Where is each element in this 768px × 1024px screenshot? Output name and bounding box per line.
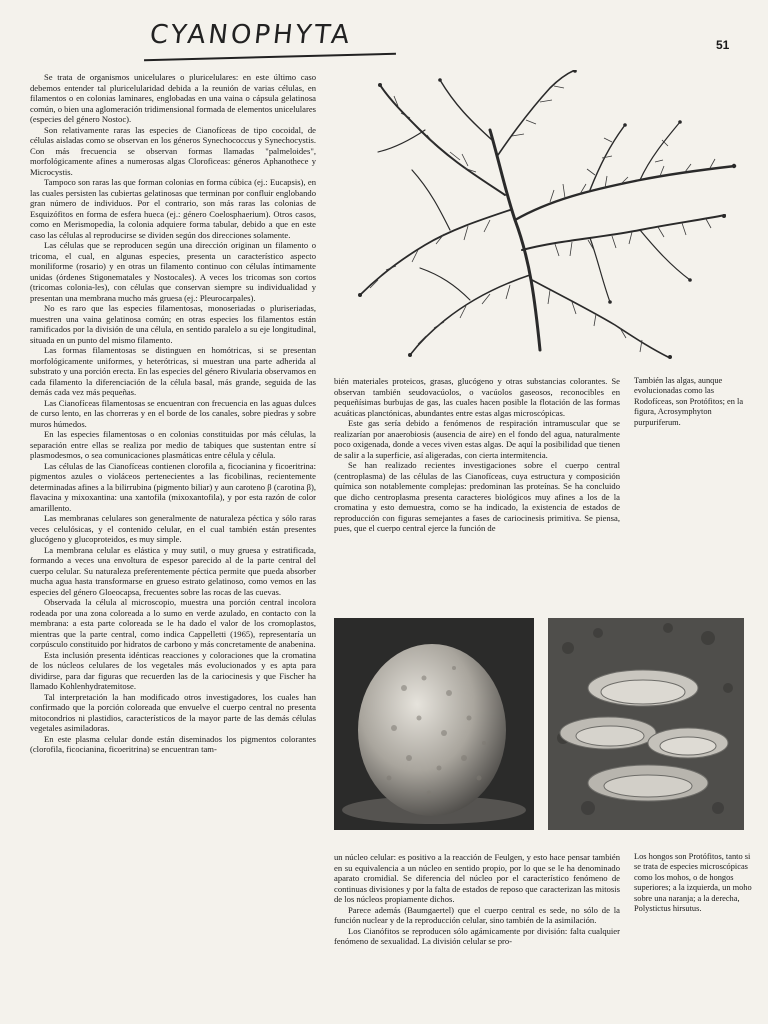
paragraph: Tal interpretación la han modificado otros investigadores, los cuales han confirmado que la porción coloreada que envuelve el cuerpo central no presenta mitocondrios ni plastidios, característicos de la mayor parte de las demás células vegetales asimiladoras.	[30, 691, 316, 733]
paragraph: Las membranas celulares son generalmente de naturaleza péctica y sólo raras veces celulósicas, y el contenido celular, en el cual también están presentes glucógeno y glucoproteidos, es muy simple.	[30, 513, 316, 544]
paragraph: Tampoco son raras las que forman colonias en forma cúbica (ej.: Eucapsis), en las cuales persisten las cubiertas gelatinosas que terminan por confluir englobando gran número de individuos. Por el contrario, son más raras las colonias de Esquizófitos en forma de esfera hueca (ej.: género Coelosphaerium). Otros casos, como en Merismopedia, la colonia adquiere forma tabular, debido a que en este caso las células al reproducirse se dividen según dos direcciones solamente.	[30, 177, 316, 240]
paragraph: Los Cianófitos se reproducen sólo agámicamente por división: falta cualquier fenómeno de sexualidad. La división celular se pro-	[334, 925, 620, 946]
paragraph: bién materiales proteicos, grasas, glucógeno y otras substancias colorantes. Se observan también seudovacúolos, o vacúolos gaseosos, reconocibles en pequeñísimas burbujas de gas, las cuales hacen posible la flotación de las formas acuáticas planctónicas, abundantes entre estas algas microscópicas.	[334, 376, 620, 418]
paragraph: Las formas filamentosas se distinguen en homótricas, si se presentan morfológicamente uniformes, y heterótricas, si muestran una parte adherida al substrato y una porción erecta. En las especies del género Rivularia observamos en cada filamento la diferenciación de la célula basal, más grande, seguida de las demás cada vez más pequeñas.	[30, 345, 316, 397]
page-number: 51	[716, 38, 730, 52]
paragraph: Las células que se reproducen según una dirección originan un filamento o tricoma, el cual, en algunas especies, presenta un característico aspecto moniliforme (rosario) y en otras un filamento continuo con células íntimamente unidas (órdenes Stigonematales y Nostocales). A veces los tricomas son cortos (tricomas colonia-les), con células que conservan siempre su individualidad y presentan una membrana mucho más gruesa (ej.: Pleurocarpales).	[30, 240, 316, 303]
paragraph: La membrana celular es elástica y muy sutil, o muy gruesa y estratificada, formando a veces una envoltura de espesor parecido al de la parte central del cuerpo celular. Su naturaleza preferentemente péctica permite que pueda absorber mucha agua hasta transformarse en grueso estrato gelatinoso, como vemos en las especies del género Gloeocapsa, frecuentes sobre las rocas de las cuevas.	[30, 544, 316, 597]
paragraph: Las células de las Cianofíceas contienen clorofila a, ficocianina y ficoeritrina: pigmentos azules o violáceos pertenecientes a las ficobilinas, recientemente determinadas afines a la bilirrubina (pigmento biliar) y aun caroteno β (carotina β), flavacina y mixoxantina: una xantofila (mixoxantofila), y por esta razón de color amarillento.	[30, 460, 316, 513]
paragraph: un núcleo celular: es positivo a la reacción de Feulgen, y esto hace pensar también en su equivalencia a un núcleo en sentido propio, por lo que se le ha denominado aparato cromidial. Se diferencia del núcleo por el característico fenómeno de continuas divisiones y por la falta de estados de reposo que caracterizan las mitosis de los núcleos propiamente dichos.	[334, 852, 620, 904]
left-text-column	[30, 72, 316, 1018]
paragraph: Se han realizado recientes investigaciones sobre el cuerpo central (centroplasma) de las células de las Cianofíceas, cuya estructura y composición química son notablemente complejas: predominan las proteínas. Se ha concluido que dicho centroplasma presenta caracteres biológicos muy afines a los de la cromatina y esto demuestra, como se ha indicado, la existencia de estados de reproducción con figuras semejantes a fases de cariocinesis primitiva. Se piensa, pues, que el cuerpo central ejerce la función de	[334, 460, 620, 533]
handwritten-title: CYANOPHYTA	[150, 20, 382, 56]
paragraph: No es raro que las especies filamentosas, monoseriadas o pluriseriadas, muestren una vaina gelatinosa común; en otras especies los filamentos están ramificados por la división de una célula, en sentido paralelo a su eje longitudinal, situada en un punto del mismo filamento.	[30, 303, 316, 345]
paragraph: Son relativamente raras las especies de Cianofíceas de tipo cocoidal, de células aisladas como se observan en los géneros Synechococcus y Synechocystis. Con más frecuencia se observan formas llamadas "palmeloides", morfológicamente afines a numerosas algas Cloroficeas: géneros Aphanothece y Microcystis.	[30, 124, 316, 177]
middle-text-column-top	[334, 376, 620, 608]
paragraph: Esta inclusión presenta idénticas reacciones y coloraciones que la cromatina de los núcleos celulares de los vegetales más evolucionados y es apta para dividirse, para dar figuras que recuerden las de la cariocinesis y que Fischer ha llamado Kohlenhydratemitose.	[30, 649, 316, 691]
alga-illustration	[340, 70, 740, 360]
paragraph: Se trata de organismos unicelulares o pluricelulares: en este último caso debemos entender tal pluricelularidad debida a la reunión de varias células, en filamentos o en colonias laminares, englobadas en una vaina o cápsula gelatinosa común, o bien una aglomeración tridimensional formada de elementos unicelulares (especies del género Nostoc).	[30, 72, 316, 124]
paragraph: Las Cianofíceas filamentosas se encuentran con frecuencia en las aguas dulces de curso lento, en las chorreras y en el borde de los canales, sobre piedras y sobre muros húmedos.	[30, 397, 316, 429]
fungi-caption: Los hongos son Protófitos, tanto si se trata de especies microscópicas como los mohos, o de hongos superiores; a la izquierda, un moho sobre una naranja; a la derecha, Polystictus hirsutus.	[634, 852, 752, 914]
paragraph: En las especies filamentosas o en colonias constituidas por más células, la separación entre ellas se realiza por medio de tabiques que sustentan entre sí plasmodesmos, o sea comunicaciones plasmáticas entre célula y célula.	[30, 429, 316, 460]
paragraph: En este plasma celular donde están diseminados los pigmentos colorantes (clorofila, ficocianina, ficoeritrina) se encuentran tam-	[30, 733, 316, 754]
paragraph: Parece además (Baumgaertel) que el cuerpo central es sede, no sólo de la función nuclear y de la reproducción celular, sino también de la asimilación.	[334, 904, 620, 925]
alga-drawing	[340, 70, 740, 360]
mold-orange-image	[334, 618, 534, 830]
paragraph: Este gas sería debido a fenómenos de respiración intramuscular que se realizarían por anaerobiosis (ausencia de aire) en el fondo del agua, naturalmente poco oxigenada, donde a veces viven estas algas. De aquí la posibilidad que tienen de salir a la superficie, así aligeradas, con cierta intermitencia.	[334, 418, 620, 460]
title-underline	[144, 53, 396, 62]
mold-orange-photo	[334, 618, 534, 830]
paragraph: Observada la célula al microscopio, muestra una porción central incolora rodeada por una zona coloreada a lo sumo en verde azulado, en contacto con la membrana: a esta parte coloreada se le ha dado el valor de los cromoplastos, mientras que la parte central, como indica Cappelletti (1965), representaría un corpúsculo constituido por hidratos de carbono y más concretamente de anabenina.	[30, 597, 316, 649]
middle-text-column-bottom	[334, 852, 620, 1018]
alga-caption: También las algas, aunque evolucionadas como las Rodofíceas, son Protófitos; en la figura, Acrosymphyton purpuriferum.	[634, 376, 744, 427]
polystictus-image	[548, 618, 744, 830]
polystictus-photo	[548, 618, 744, 830]
